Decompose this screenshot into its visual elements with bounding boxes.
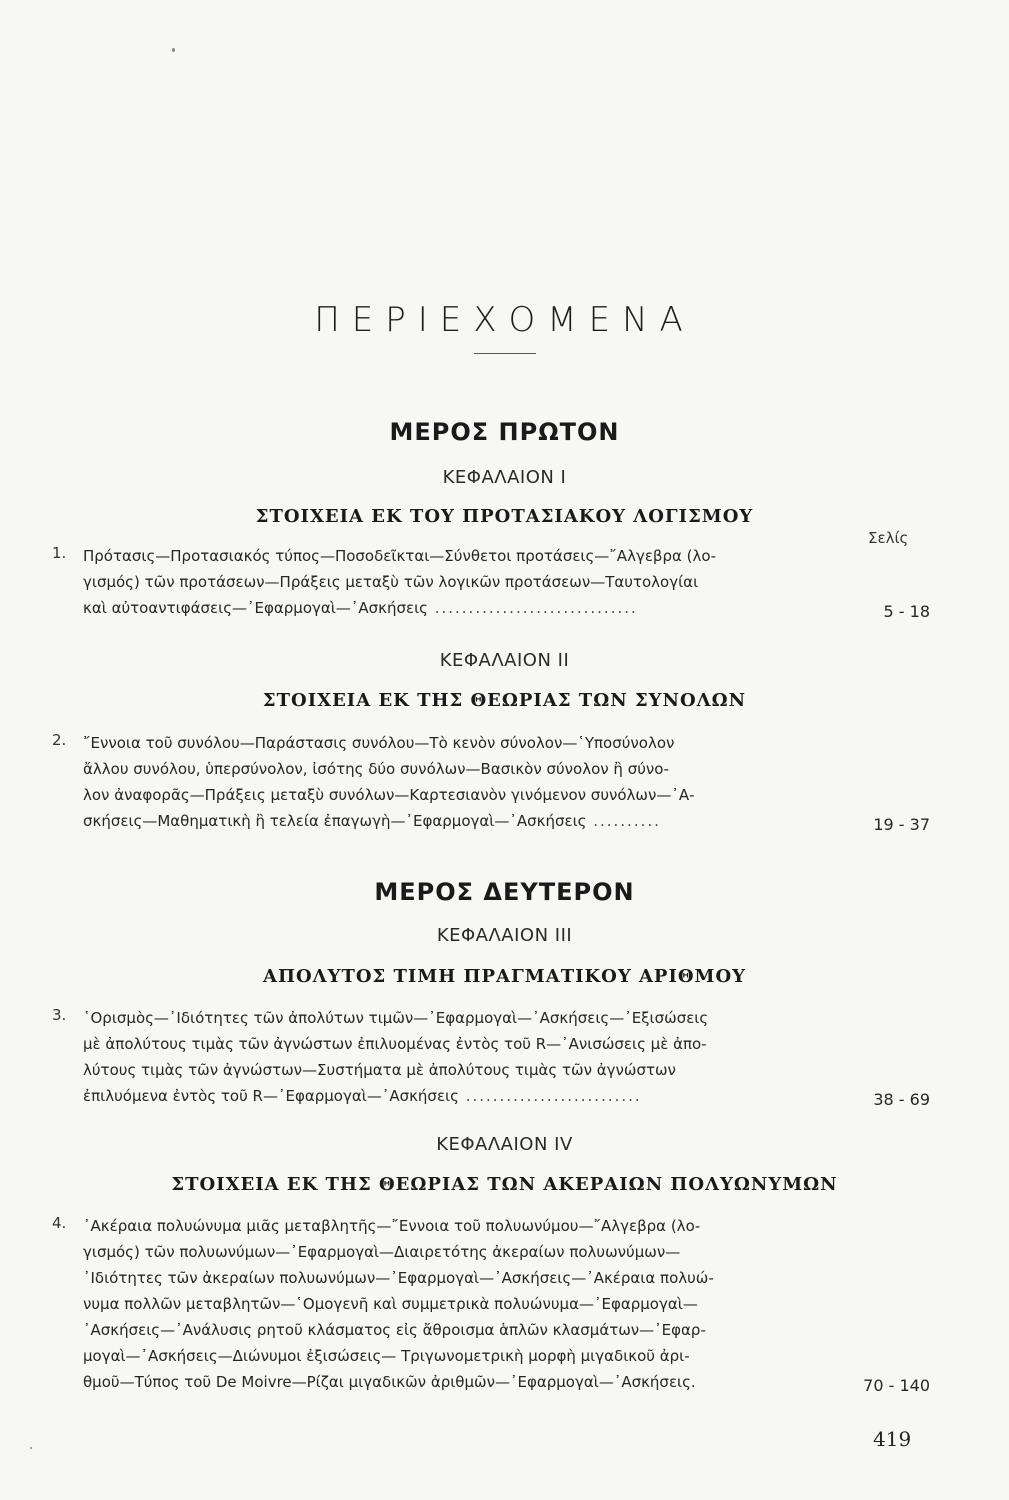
page-column-label: Σελίς	[868, 529, 909, 547]
paper-speck	[30, 1447, 32, 1449]
entry-line: ῎Εννοια τοῦ συνόλου—Παράστασις συνόλου—Τὸ κενὸν σύνολον—῾Υποσύνολον	[83, 734, 675, 752]
entry-line: μὲ ἀπολύτους τιμὰς τῶν ἀγνώστων ἐπιλυομένας ἐντὸς τοῦ R—᾿Ανισώσεις μὲ ἀπο-	[83, 1035, 707, 1053]
entry-pages: 19 - 37	[873, 815, 930, 834]
entry-line: Πρότασις—Προτασιακός τύπος—Ποσοδεῖκται—Σύνθετοι προτάσεις—῎Αλγεβρα (λο-	[83, 547, 717, 565]
entry-pages: 38 - 69	[873, 1090, 930, 1109]
entry-line: θμοῦ—Τύπος τοῦ De Moivre—Ρίζαι μιγαδικῶν ἀριθμῶν—᾿Εφαρμογαὶ—᾿Ασκήσεις.	[83, 1373, 696, 1391]
chapter-heading: ΣΤΟΙΧΕΙΑ ΕΚ ΤΗΣ ΘΕΩΡΙΑΣ ΤΩΝ ΣΥΝΟΛΩΝ	[262, 690, 747, 711]
chapter-heading: ΑΠΟΛΥΤΟΣ ΤΙΜΗ ΠΡΑΓΜΑΤΙΚΟΥ ΑΡΙΘΜΟΥ	[262, 966, 747, 987]
entry-line-text: καὶ αὐτοαντιφάσεις—᾿Εφαρμογαὶ—᾿Ασκήσεις	[83, 599, 428, 617]
entry-number: 2.	[52, 731, 67, 749]
chapter-heading: ΣΤΟΙΧΕΙΑ ΕΚ ΤΗΣ ΘΕΩΡΙΑΣ ΤΩΝ ΑΚΕΡΑΙΩΝ ΠΟΛΥΩΝΥΜΩΝ	[171, 1174, 838, 1195]
leader-dots: ..........................	[458, 1087, 642, 1105]
entry-line: ᾿Ιδιότητες τῶν ἀκεραίων πολυωνύμων—᾿Εφαρμογαὶ—᾿Ασκήσεις—᾿Ακέραια πολυώ-	[83, 1269, 714, 1287]
entry-line: νυμα πολλῶν μεταβλητῶν—῾Ομογενῆ καὶ συμμετρικὰ πολυώνυμα—᾿Εφαρμογαὶ—	[83, 1295, 698, 1313]
entry-line: λύτους τιμὰς τῶν ἀγνώστων—Συστήματα μὲ ἀπολύτους τιμὰς τῶν ἀγνώστων	[83, 1061, 676, 1079]
entry-line-last	[83, 596, 823, 620]
entry-number: 4.	[52, 1214, 67, 1232]
part-heading: ΜΕΡΟΣ ΠΡΩΤΟΝ	[389, 418, 620, 446]
contents-title: ΠΕΡΙΕΧΟΜΕΝΑ	[314, 300, 695, 340]
leader-dots: ..............................	[427, 599, 638, 617]
entry-line: μογαὶ—᾿Ασκήσεις—Διώνυμοι ἐξισώσεις— Τριγωνομετρικὴ μορφὴ μιγαδικοῦ ἀρι-	[83, 1347, 690, 1365]
chapter-heading: ΣΤΟΙΧΕΙΑ ΕΚ ΤΟΥ ΠΡΟΤΑΣΙΑΚΟΥ ΛΟΓΙΣΜΟΥ	[255, 506, 754, 527]
page-number: 419	[873, 1427, 912, 1451]
entry-number: 3.	[52, 1006, 67, 1024]
chapter-label: ΚΕΦΑΛΑΙΟΝ ΙV	[436, 1134, 573, 1155]
title-rule	[474, 353, 536, 354]
chapter-label: ΚΕΦΑΛΑΙΟΝ Ι	[442, 467, 567, 488]
paper-speck	[172, 48, 175, 52]
entry-line: γισμός) τῶν προτάσεων—Πράξεις μεταξὺ τῶν λογικῶν προτάσεων—Ταυτολογίαι	[83, 573, 699, 591]
entry-line: λον ἀναφορᾶς—Πράξεις μεταξὺ συνόλων—Καρτεσιανὸν γινόμενον συνόλων—᾿Α-	[83, 786, 695, 804]
part-heading: ΜΕΡΟΣ ΔΕΥΤΕΡΟΝ	[374, 878, 635, 906]
entry-line: ᾿Ακέραια πολυώνυμα μιᾶς μεταβλητῆς—῎Εννοια τοῦ πολυωνύμου—῎Αλγεβρα (λο-	[83, 1217, 701, 1235]
entry-line-text: ἐπιλυόμενα ἐντὸς τοῦ R—᾿Εφαρμογαὶ—᾿Ασκήσεις	[83, 1087, 459, 1105]
entry-line-last	[83, 809, 823, 833]
entry-line: ἄλλου συνόλου, ὑπερσύνολον, ἰσότης δύο συνόλων—Βασικὸν σύνολον ἢ σύνο-	[83, 760, 669, 778]
entry-line-last	[83, 1084, 823, 1108]
chapter-label: ΚΕΦΑΛΑΙΟΝ ΙΙ	[439, 650, 570, 671]
entry-line-text: σκήσεις—Μαθηματικὴ ἢ τελεία ἐπαγωγὴ—᾿Εφαρμογαὶ—᾿Ασκήσεις	[83, 812, 587, 830]
entry-pages: 5 - 18	[883, 602, 930, 621]
entry-pages: 70 - 140	[863, 1376, 930, 1395]
entry-line: ῾Ορισμὸς—᾿Ιδιότητες τῶν ἀπολύτων τιμῶν—᾿Εφαρμογαὶ—᾿Ασκήσεις—᾿Εξισώσεις	[83, 1009, 709, 1027]
chapter-label: ΚΕΦΑΛΑΙΟΝ ΙΙΙ	[436, 925, 573, 946]
leader-dots: ..........	[586, 812, 661, 830]
entry-line: ᾿Ασκήσεις—᾿Ανάλυσις ρητοῦ κλάσματος εἰς ἄθροισμα ἁπλῶν κλασμάτων—᾿Εφαρ-	[83, 1321, 706, 1339]
entry-number: 1.	[52, 544, 67, 562]
entry-line: γισμός) τῶν πολυωνύμων—᾿Εφαρμογαὶ—Διαιρετότης ἀκεραίων πολυωνύμων—	[83, 1243, 681, 1261]
